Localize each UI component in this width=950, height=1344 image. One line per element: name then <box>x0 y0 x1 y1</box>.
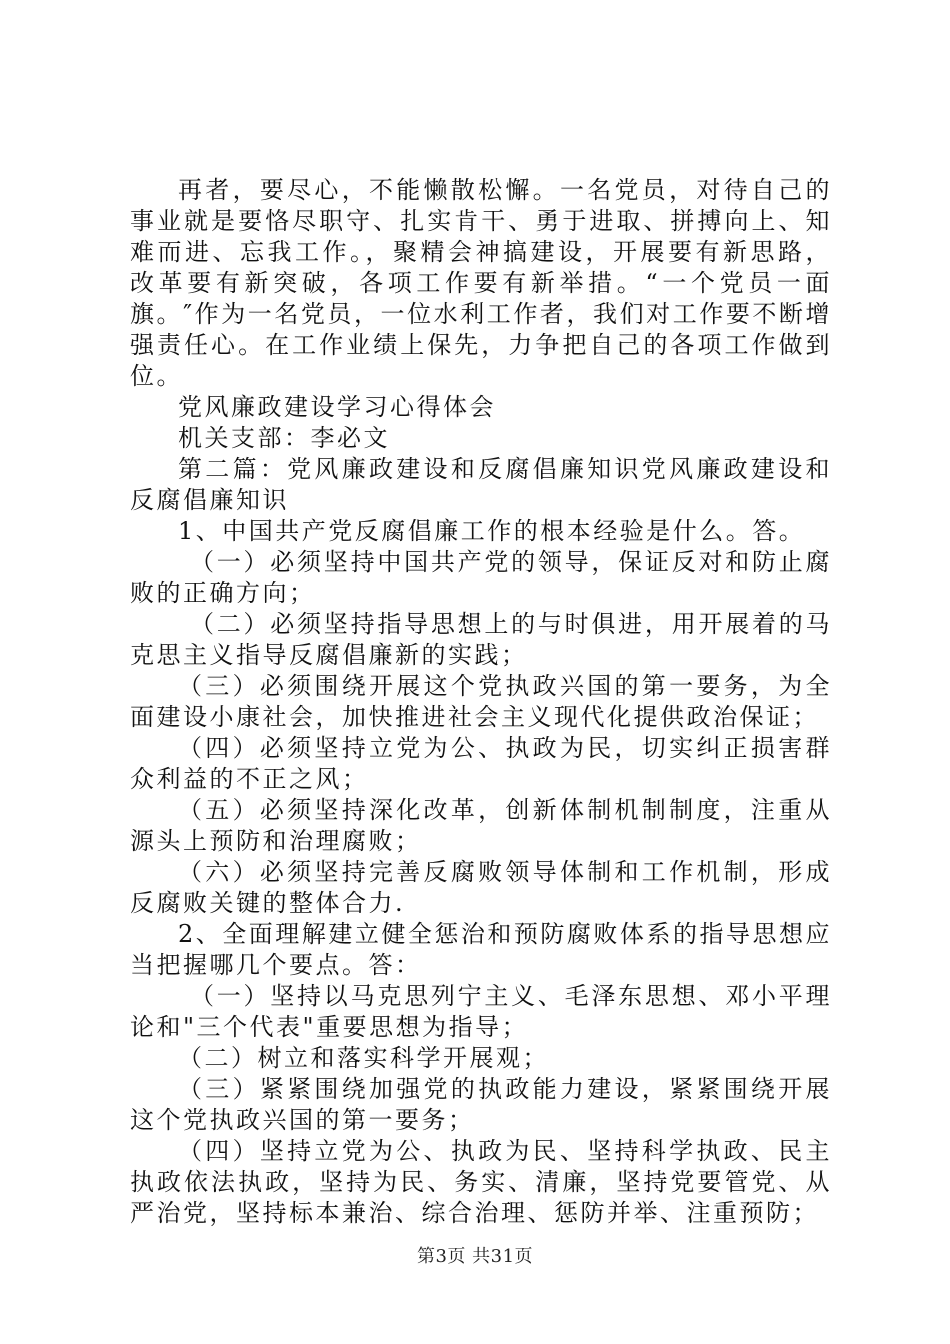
paragraph-answer-2-4: （四）坚持立党为公、执政为民、坚持科学执政、民主执政依法执政，坚持为民、务实、清廉，坚持党要管党、从严治党，坚持标本兼治、综合治理、惩防并举、注重预防； <box>130 1137 832 1227</box>
paragraph-answer-1-4: （四）必须坚持立党为公、执政为民，切实纠正损害群众利益的不正之风； <box>130 734 832 793</box>
paragraph-answer-2-2: （二）树立和落实科学开展观； <box>178 1044 549 1072</box>
document-body <box>130 175 832 1229</box>
paragraph-answer-1-6: （六）必须坚持完善反腐败领导体制和工作机制，形成反腐败关键的整体合力. <box>130 858 832 917</box>
paragraph-answer-2-1: （一）坚持以马克思列宁主义、毛泽东思想、邓小平理论和"三个代表"重要思想为指导； <box>130 982 832 1041</box>
paragraph-question-2: 2、全面理解建立健全惩治和预防腐败体系的指导思想应当把握哪几个要点。答： <box>130 920 832 979</box>
paragraph-author: 机关支部：李必文 <box>178 424 390 452</box>
paragraph-answer-2-3: （三）紧紧围绕加强党的执政能力建设，紧紧围绕开展这个党执政兴国的第一要务； <box>130 1075 832 1134</box>
paragraph-answer-1-3: （三）必须围绕开展这个党执政兴国的第一要务，为全面建设小康社会，加快推进社会主义现代化提供政治保证； <box>130 672 832 731</box>
page-number-footer: 第3页 共31页 <box>416 1246 534 1267</box>
paragraph-dedication: 再者，要尽心，不能懒散松懈。一名党员，对待自己的事业就是要恪尽职守、扎实肯干、勇于进取、拼搏向上、知难而进、忘我工作。，聚精会神搞建设，开展要有新思路，改革要有新突破，各项工作要有新举措。“一个党员一面旗。″作为一名党员，一位水利工作者，我们对工作要不断增强责任心。在工作业绩上保先，力争把自己的各项工作做到位。 <box>130 176 832 390</box>
paragraph-answer-1-2: （二）必须坚持指导思想上的与时俱进，用开展着的马克思主义指导反腐倡廉新的实践； <box>130 610 832 669</box>
paragraph-answer-1-5: （五）必须坚持深化改革，创新体制机制制度，注重从源头上预防和治理腐败； <box>130 796 832 855</box>
paragraph-title: 党风廉政建设学习心得体会 <box>178 393 496 421</box>
paragraph-question-1: 1、中国共产党反腐倡廉工作的根本经验是什么。答。 <box>178 517 806 545</box>
paragraph-section-heading: 第二篇：党风廉政建设和反腐倡廉知识党风廉政建设和反腐倡廉知识 <box>130 455 832 514</box>
paragraph-answer-1-1: （一）必须坚持中国共产党的领导，保证反对和防止腐败的正确方向； <box>130 548 832 607</box>
